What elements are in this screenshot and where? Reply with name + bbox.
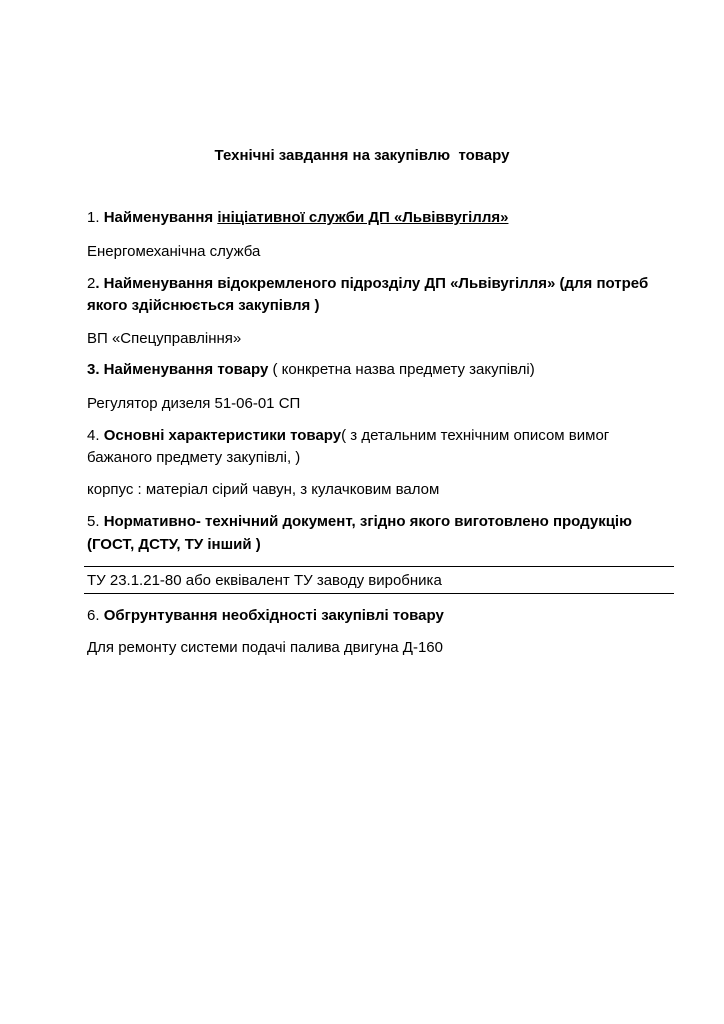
section-5-heading-line-2: (ГОСТ, ДСТУ, ТУ інший ): [87, 536, 261, 553]
section-3-heading: [87, 360, 535, 380]
section-1-number: 1.: [87, 209, 104, 226]
section-4-heading-bold: Основні характеристики товару: [103, 427, 342, 444]
section-3-value: Регулятор дизеля 51-06-01 СП: [87, 395, 301, 412]
section-2-value: ВП «Спецуправління»: [87, 330, 242, 347]
section-5-value: ТУ 23.1.21-80 або еквівалент ТУ заводу виробника: [87, 572, 442, 589]
section-1-value: Енергомеханічна служба: [87, 243, 261, 260]
section-3-heading-bold: 3. Найменування товару: [87, 361, 269, 378]
table-top-border: [84, 566, 674, 567]
section-6-heading-bold: Обгрунтування необхідності закупівлі товару: [103, 607, 444, 624]
section-1-heading-underlined: ініціативної служби ДП «Львіввугілля»: [217, 209, 509, 226]
section-4-heading-line-2: бажаного предмету закупівлі, ): [87, 449, 301, 466]
section-2-heading-line-2: якого здійснюється закупівля ): [87, 297, 320, 314]
table-bottom-border: [84, 593, 674, 594]
section-1-heading: [87, 208, 508, 228]
section-6-heading: [87, 606, 444, 626]
section-4-value: корпус : матеріал сірий чавун, з кулачковим валом: [87, 481, 440, 498]
section-6-number: 6.: [87, 607, 104, 624]
section-1-heading-bold: Найменування: [103, 209, 218, 226]
document-title: Технічні завдання на закупівлю товару: [214, 147, 510, 164]
section-4-heading-line-1: [87, 426, 609, 446]
section-5-number: 5.: [87, 513, 104, 530]
section-4-number: 4.: [87, 427, 104, 444]
section-5-heading-line-1: [87, 512, 632, 532]
section-3-heading-plain: ( конкретна назва предмету закупівлі): [268, 361, 535, 378]
section-2-heading-text-1: . Найменування відокремленого підрозділу ДП «Львівугілля» (для потреб: [95, 275, 649, 292]
section-4-heading-plain-1: ( з детальним технічним описом вимог: [341, 427, 610, 444]
section-2-number: 2: [87, 275, 96, 292]
section-5-heading-text-1: Нормативно- технічний документ, згідно якого виготовлено продукцію: [103, 513, 632, 530]
section-6-value: Для ремонту системи подачі палива двигуна Д-160: [87, 639, 443, 656]
section-2-heading-line-1: [87, 274, 648, 294]
